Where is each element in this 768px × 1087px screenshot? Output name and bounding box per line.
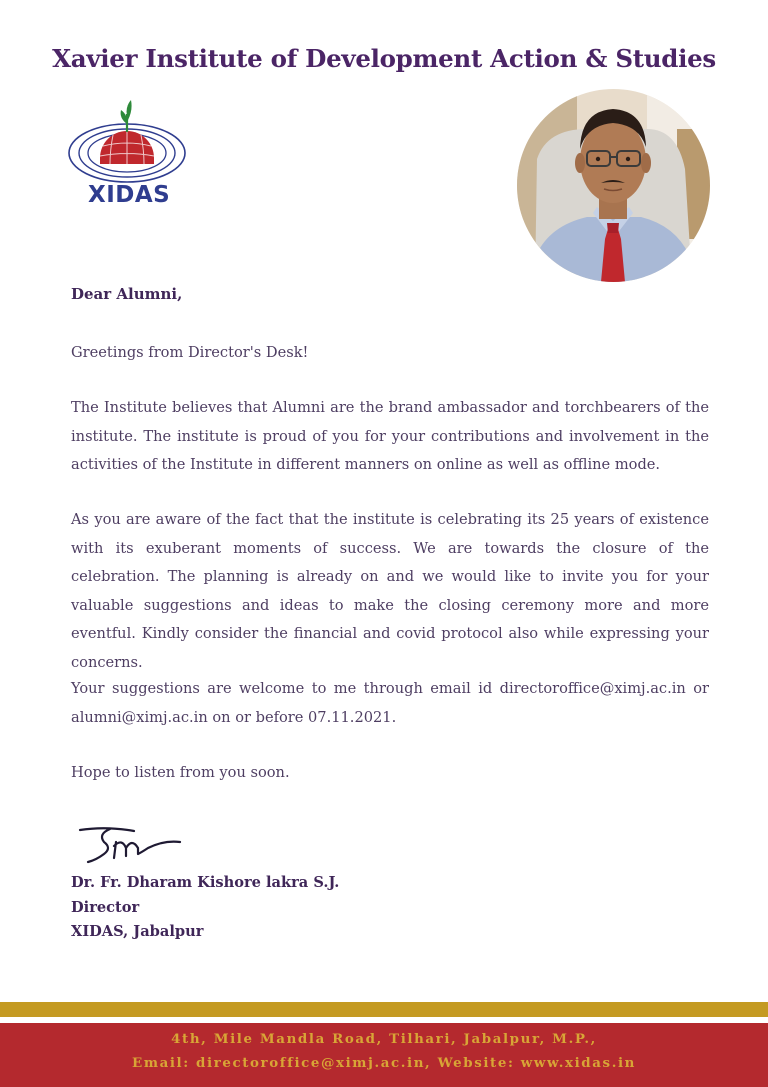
handwritten-signature bbox=[76, 822, 186, 870]
footer-contact: Email: directoroffice@ximj.ac.in, Website: www.xidas.in bbox=[132, 1055, 636, 1071]
xidas-logo bbox=[66, 98, 192, 214]
signatory-title: Director bbox=[71, 898, 140, 916]
closing-line: Hope to listen from you soon. bbox=[71, 764, 290, 781]
institute-title: Xavier Institute of Development Action & Studies bbox=[52, 44, 716, 73]
paragraph-suggestions: Your suggestions are welcome to me through email id directoroffice@ximj.ac.in or alumni@ximj.ac.in on or before 07.11.2021. bbox=[71, 680, 709, 726]
logo-wordmark: XIDAS bbox=[88, 182, 171, 208]
greeting-line: Greetings from Director's Desk! bbox=[71, 344, 309, 361]
paragraph-celebration: As you are aware of the fact that the institute is celebrating its 25 years of existence with its exuberant moments of success. We are towards the closure of the celebration. The planning is already on and we would like to invite you for your valuable suggestions and ideas to make the closing ceremony more and more eventful. Kindly consider the financial and covid protocol also while expressing your concerns. bbox=[71, 511, 709, 671]
footer-gold-band bbox=[0, 1002, 768, 1017]
globe-seedling-icon bbox=[66, 98, 192, 188]
footer bbox=[0, 1023, 768, 1087]
signatory-organization: XIDAS, Jabalpur bbox=[71, 923, 204, 940]
portrait-icon bbox=[517, 89, 710, 282]
signature-icon bbox=[76, 822, 186, 870]
footer-address: 4th, Mile Mandla Road, Tilhari, Jabalpur, M.P., bbox=[171, 1031, 597, 1047]
salutation: Dear Alumni, bbox=[71, 285, 183, 303]
paragraph-alumni-ambassadors: The Institute believes that Alumni are the brand ambassador and torchbearers of the institute. The institute is proud of you for your contributions and involvement in the activities of the Institute in different manners on online as well as offline mode. bbox=[71, 399, 709, 473]
signatory-name: Dr. Fr. Dharam Kishore lakra S.J. bbox=[71, 874, 340, 891]
signatory-block bbox=[71, 871, 339, 945]
director-photo bbox=[517, 89, 710, 282]
